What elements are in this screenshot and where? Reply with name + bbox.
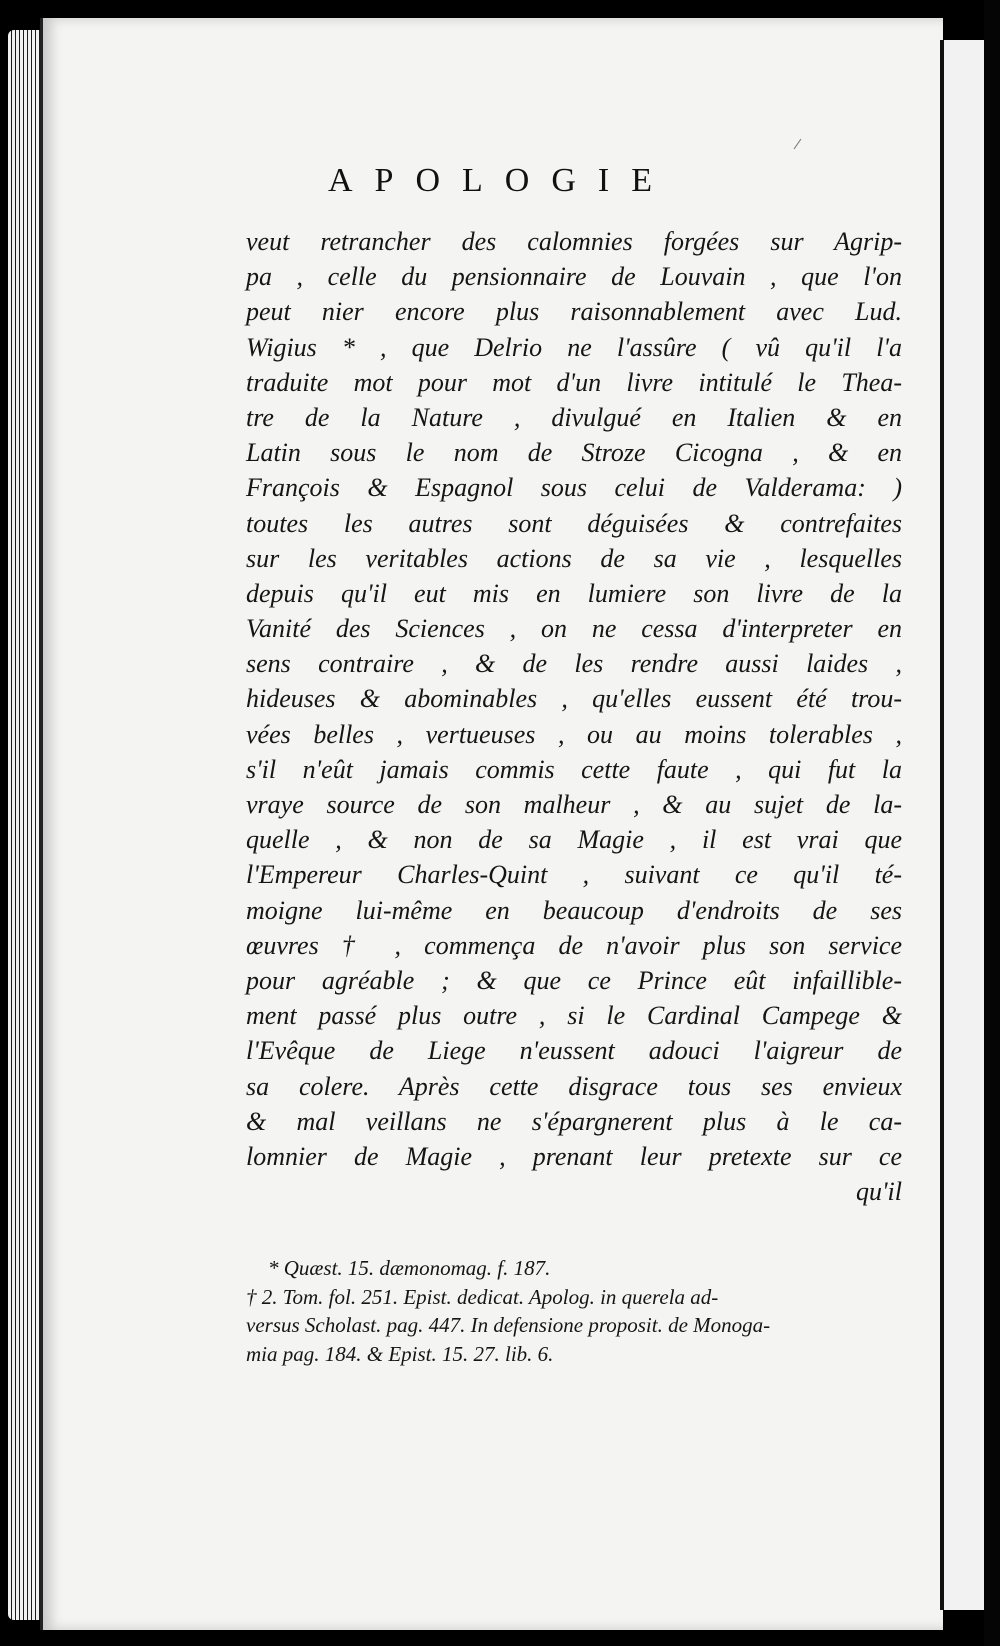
scan-border-right [984, 0, 1000, 1646]
text-line: Latin sous le nom de Stroze Cicogna , & en [246, 438, 902, 468]
text-line: l'Evêque de Liege n'eussent adouci l'aigreur de [246, 1036, 902, 1066]
text-line: peut nier encore plus raisonnablement avec Lud. [246, 297, 902, 327]
running-header: APOLOGIE [328, 162, 674, 199]
text-line: François & Espagnol sous celui de Valderama: ) [246, 473, 902, 503]
text-line: s'il n'eût jamais commis cette faute , qui fut la [246, 754, 902, 784]
catchword: qu'il [855, 1177, 902, 1207]
text-line: tre de la Nature , divulgué en Italien & en [246, 402, 902, 432]
text-line: & mal veillans ne s'épargnerent plus à le ca- [246, 1106, 902, 1136]
text-line: traduite mot pour mot d'un livre intitulé le Thea- [246, 367, 902, 397]
text-line: Vanité des Sciences , on ne cessa d'interpreter en [246, 614, 902, 644]
text-line: l'Empereur Charles-Quint , suivant ce qu'il té- [246, 860, 902, 890]
text-line: sa colere. Après cette disgrace tous ses envieux [246, 1071, 902, 1101]
text-line: vées belles , vertueuses , ou au moins tolerables , [246, 719, 902, 749]
text-line: sens contraire , & de les rendre aussi laides , [246, 649, 902, 679]
text-line: pour agréable ; & que ce Prince eût infaillible- [246, 965, 902, 995]
text-line: œuvres † , commença de n'avoir plus son service [246, 930, 902, 960]
text-line: sur les veritables actions de sa vie , lesquelles [246, 543, 902, 573]
text-line: Wigius * , que Delrio ne l'assûre ( vû qu'il l'a [246, 332, 902, 362]
text-line: vraye source de son malheur , & au sujet de la- [246, 790, 902, 819]
text-line: veut retrancher des calomnies forgées sur Agrip- [246, 227, 902, 256]
footnotes [246, 1254, 906, 1368]
text-line: toutes les autres sont déguisées & contrefaites [246, 508, 902, 538]
text-line: ment passé plus outre , si le Cardinal Campege & [246, 1001, 902, 1031]
text-line: lomnier de Magie , prenant leur pretexte sur ce [246, 1141, 902, 1171]
footnote: mia pag. 184. & Epist. 15. 27. lib. 6. [246, 1341, 554, 1366]
footnote: * Quæst. 15. dæmonomag. f. 187. [268, 1256, 551, 1280]
footnote: versus Scholast. pag. 447. In defensione proposit. de Monoga- [246, 1313, 771, 1337]
text-line: hideuses & abominables , qu'elles eussent été trou- [246, 684, 902, 714]
text-line: moigne lui-même en beaucoup d'endroits de ses [246, 895, 902, 925]
body-text [246, 224, 902, 1209]
footnote: † 2. Tom. fol. 251. Epist. dedicat. Apolog. in querela ad- [246, 1284, 719, 1309]
text-line: quelle , & non de sa Magie , il est vrai que [246, 825, 902, 855]
text-line: pa , celle du pensionnaire de Louvain , que l'on [246, 262, 902, 292]
text-line: depuis qu'il eut mis en lumiere son livre de la [246, 578, 902, 608]
